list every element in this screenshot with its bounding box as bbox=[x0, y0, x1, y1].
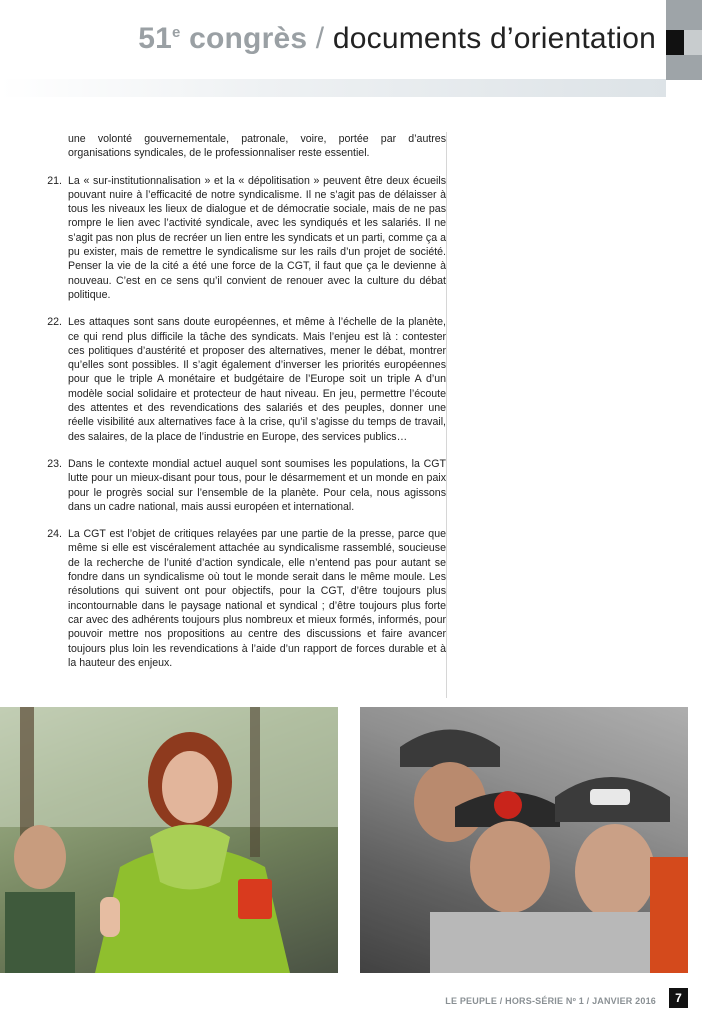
corner-block-light bbox=[684, 30, 702, 55]
photo-demonstrator-woman-illustration bbox=[0, 707, 338, 973]
header-gradient-band bbox=[0, 79, 666, 97]
numbered-paragraph bbox=[38, 315, 446, 444]
numbered-paragraph bbox=[38, 457, 446, 514]
paragraph-number: 23. bbox=[47, 457, 62, 470]
page-title bbox=[138, 22, 656, 56]
photo-workers-helmets-illustration bbox=[360, 707, 688, 973]
corner-block-grey-bottom bbox=[666, 55, 702, 80]
title-congress-number bbox=[138, 22, 180, 55]
intro-paragraph bbox=[38, 132, 446, 161]
paragraph-number: 24. bbox=[47, 528, 62, 541]
paragraph-text: Dans le contexte mondial actuel auquel sont soumises les populations, la CGT lutte pour un mieux-disant pour tous, pour le désarmement et un monde en paix pour le progrès social sur l’ensemble de la planète. Pour cela, nous agissons dans un cadre national, mais aussi européen et international. bbox=[68, 457, 446, 513]
page-header bbox=[0, 0, 702, 100]
text-column bbox=[38, 132, 447, 698]
corner-block-grey-top bbox=[666, 0, 702, 30]
intro-text: une volonté gouvernementale, patronale, voire, portée par d’autres organisations syndicales, de le professionnaliser reste essentiel. bbox=[68, 133, 446, 160]
title-superscript: e bbox=[172, 24, 181, 41]
title-separator: / bbox=[315, 22, 325, 55]
title-number: 51 bbox=[138, 22, 173, 55]
paragraph-text: La « sur-institutionnalisation » et la « dépolitisation » peuvent être deux écueils pouvant nuire à l’efficacité de notre syndicalisme. Il ne s’agit pas de délaisser à tous les niveaux les lieux de dialogue et de démocratie sociale, mais de ne pas rompre le lien avec l’activité syndicale, avec les syndiqués et les salariés. Il ne s’agit pas non plus de recréer un lien entre les syndicats et un parti, comme ça a pu exister, mais de remettre le syndicalisme sur les rails d’un projet de société. Penser la vie de la cité a été une force de la CGT, il faut que ça le devienne à nouveau. C’est en ce sens qu’il convient de renouer avec la culture du débat politique. bbox=[68, 174, 446, 301]
numbered-paragraph bbox=[38, 527, 446, 670]
paragraph-number: 22. bbox=[47, 316, 62, 329]
corner-block-black bbox=[666, 30, 684, 55]
photo-workers-helmets bbox=[360, 707, 688, 973]
paragraph-text: Les attaques sont sans doute européennes, et même à l’échelle de la planète, ce qui rend plus difficile la tâche des syndicats. Mais l’enjeu est là : contester ces politiques d’austérité et proposer des alternatives, mener le débat, montrer qu’elles sont possibles. Il s’agit également d’inverser les priorités européennes pour que le triple A monétaire et budgétaire de l’Europe soit un triple A d’un modèle social solidaire et protecteur de haut niveau. En jeu, permettre l’écoute des attentes et des revendications des salariés et des peuples, donner une réelle visibilité aux alternatives face à la crise, qu’il s’agisse du temps de travail, des salaires, de la place de l’industrie en Europe, des services publics… bbox=[68, 316, 446, 443]
paragraph-number: 21. bbox=[47, 174, 62, 187]
paragraph-text: La CGT est l’objet de critiques relayées par une partie de la presse, parce que même si elle est viscéralement attachée au syndicalisme rassemblé, soucieuse de la recherche de l’unité d’action syndicale, elle n’entend pas pour autant se fondre dans un syndicalisme où tout le monde serait dans le même moule. Les résolutions qui suivent ont pour objectifs, pour la CGT, d’être toujours plus incontournable dans le paysage national et syndical ; d’être toujours plus forte car avec des adhérents toujours plus nombreux et mieux formés, informés, pour pouvoir mettre nos propositions au centre des discussions et faire avancer toujours plus loin les revendications à l’aide d’un rapport de forces durable et à la hauteur des enjeux. bbox=[68, 528, 446, 669]
numbered-paragraph bbox=[38, 174, 446, 303]
title-keyword: congrès bbox=[189, 22, 308, 55]
publication-footer: LE PEUPLE / HORS-SÉRIE Nº 1 / JANVIER 2016 bbox=[445, 996, 656, 1006]
photo-demonstrator-woman bbox=[0, 707, 338, 973]
page-number: 7 bbox=[669, 988, 688, 1008]
title-section: documents d’orientation bbox=[332, 22, 656, 55]
